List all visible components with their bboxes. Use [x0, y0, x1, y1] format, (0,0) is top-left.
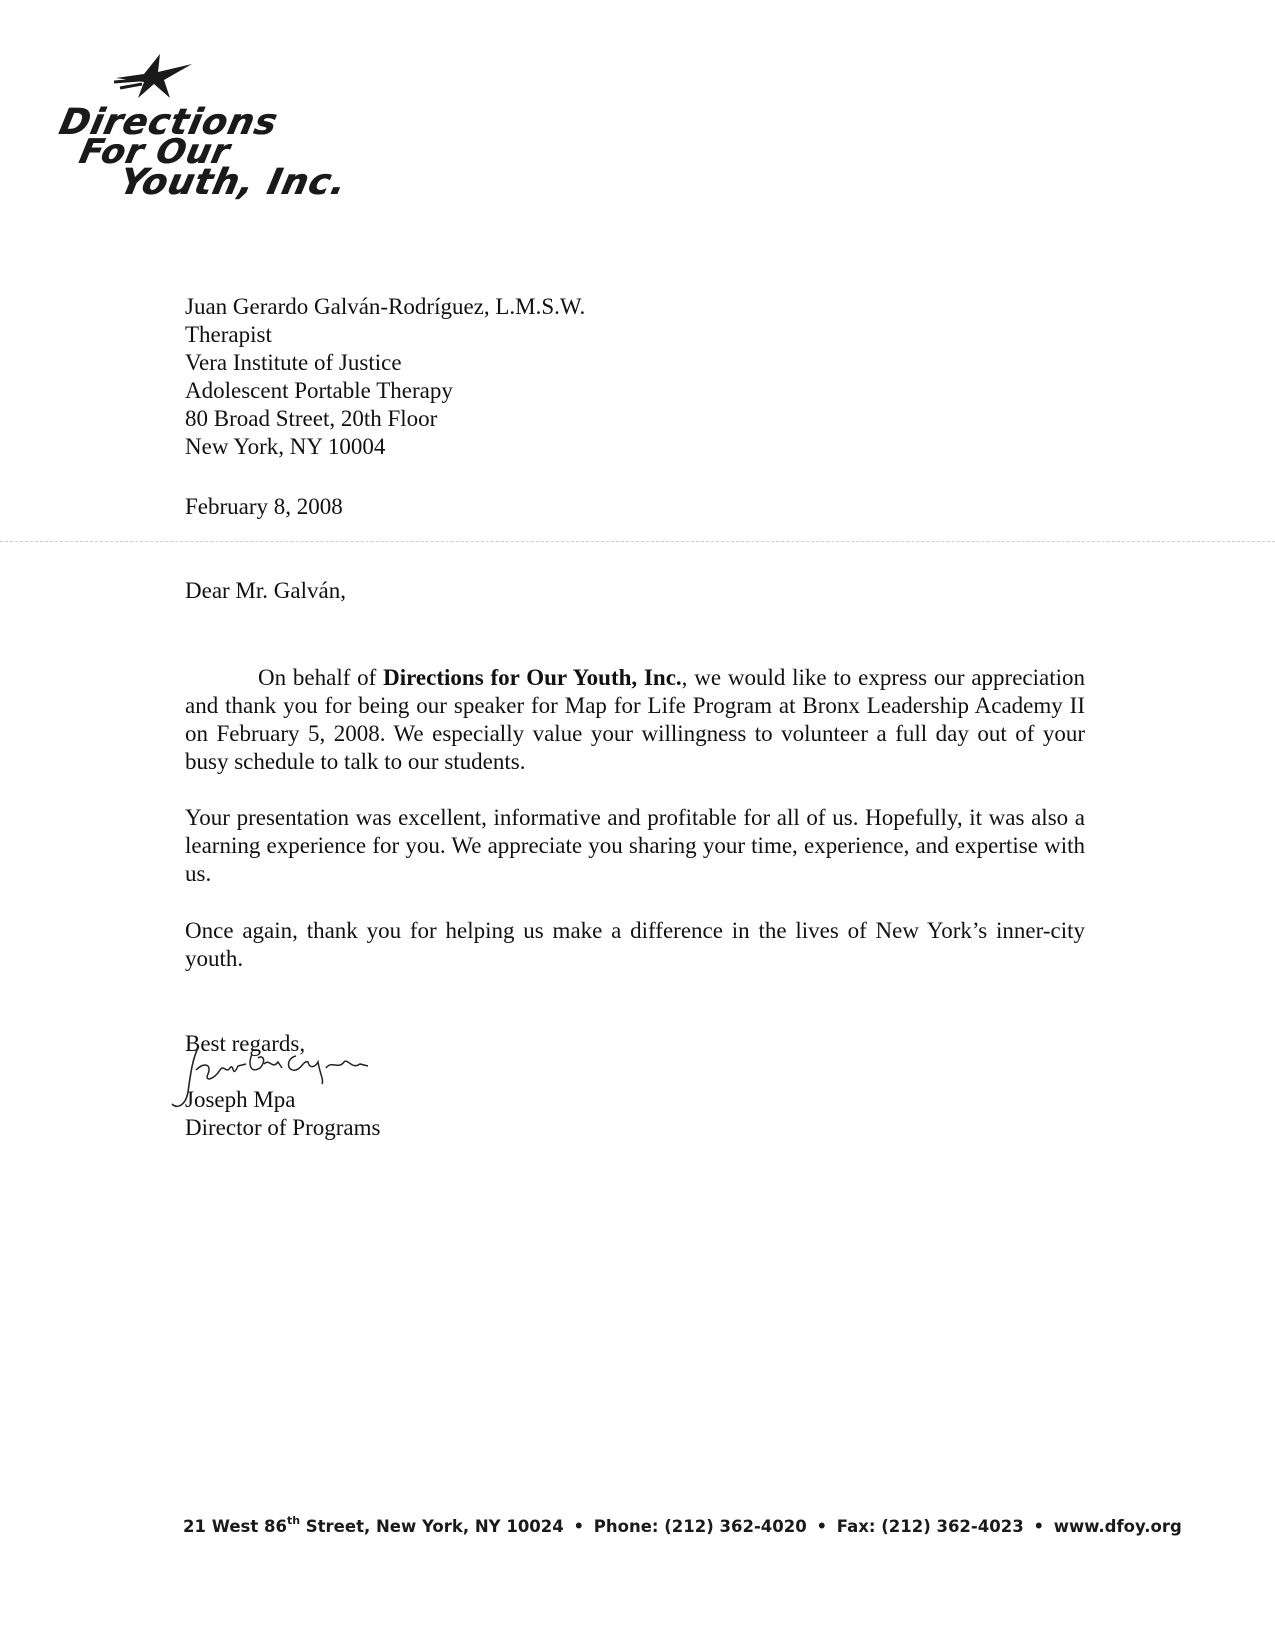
bullet-separator: •: [1033, 1517, 1044, 1536]
footer-address-number: 21 West 86: [183, 1517, 287, 1536]
bullet-separator: •: [573, 1517, 585, 1536]
letterhead-footer: [183, 1514, 1182, 1536]
body-paragraph-2: Your presentation was excellent, informative and profitable for all of us. Hopefully, it was also a learning experience for you. We appreciate you sharing your time, experience, and expertise with us.: [185, 805, 1085, 886]
bullet-separator: •: [816, 1517, 828, 1536]
letter-date: February 8, 2008: [185, 494, 343, 519]
footer-address-rest: Street, New York, NY 10024: [300, 1517, 564, 1536]
closing: Best regards,: [185, 1031, 306, 1056]
recipient-street: 80 Broad Street, 20th Floor: [185, 406, 438, 431]
signer-name: Joseph Mpa: [185, 1087, 296, 1112]
recipient-title: Therapist: [185, 322, 272, 347]
footer-phone: Phone: (212) 362-4020: [593, 1517, 807, 1536]
salutation: Dear Mr. Galván,: [185, 578, 346, 603]
organization-logo: [52, 52, 352, 202]
paragraph-1-lead: On behalf of: [258, 665, 384, 690]
recipient-address: [185, 293, 585, 461]
organization-name-bold: Directions for Our Youth, Inc.: [383, 665, 682, 690]
paragraph-1-rest: , we would like to express our appreciation and thank you for being our speaker for Map for Life Program at Bronx Leadership Academy II on February 5, 2008. We especially value your willingness to volunteer a full day out of your busy schedule to talk to our students.: [185, 665, 1086, 774]
footer-fax: Fax: (212) 362-4023: [836, 1517, 1024, 1536]
logo-text-line-2: For Our: [75, 132, 234, 172]
recipient-program: Adolescent Portable Therapy: [185, 378, 453, 403]
body-paragraph-3: Once again, thank you for helping us make a difference in the lives of New York’s inner-city youth.: [185, 918, 1085, 971]
logo-text-line-1: Directions: [55, 102, 282, 143]
body-paragraph-1: [185, 664, 1085, 776]
recipient-name: Juan Gerardo Galván-Rodríguez, L.M.S.W.: [185, 294, 586, 319]
star-icon: [114, 52, 194, 100]
fold-line-divider: [0, 541, 1275, 542]
footer-website: www.dfoy.org: [1053, 1517, 1182, 1536]
signer-title: Director of Programs: [185, 1115, 381, 1140]
logo-text-line-3: Youth, Inc.: [115, 162, 351, 203]
footer-address-superscript: th: [286, 1514, 301, 1527]
recipient-city: New York, NY 10004: [185, 434, 386, 459]
recipient-organization: Vera Institute of Justice: [185, 350, 402, 375]
